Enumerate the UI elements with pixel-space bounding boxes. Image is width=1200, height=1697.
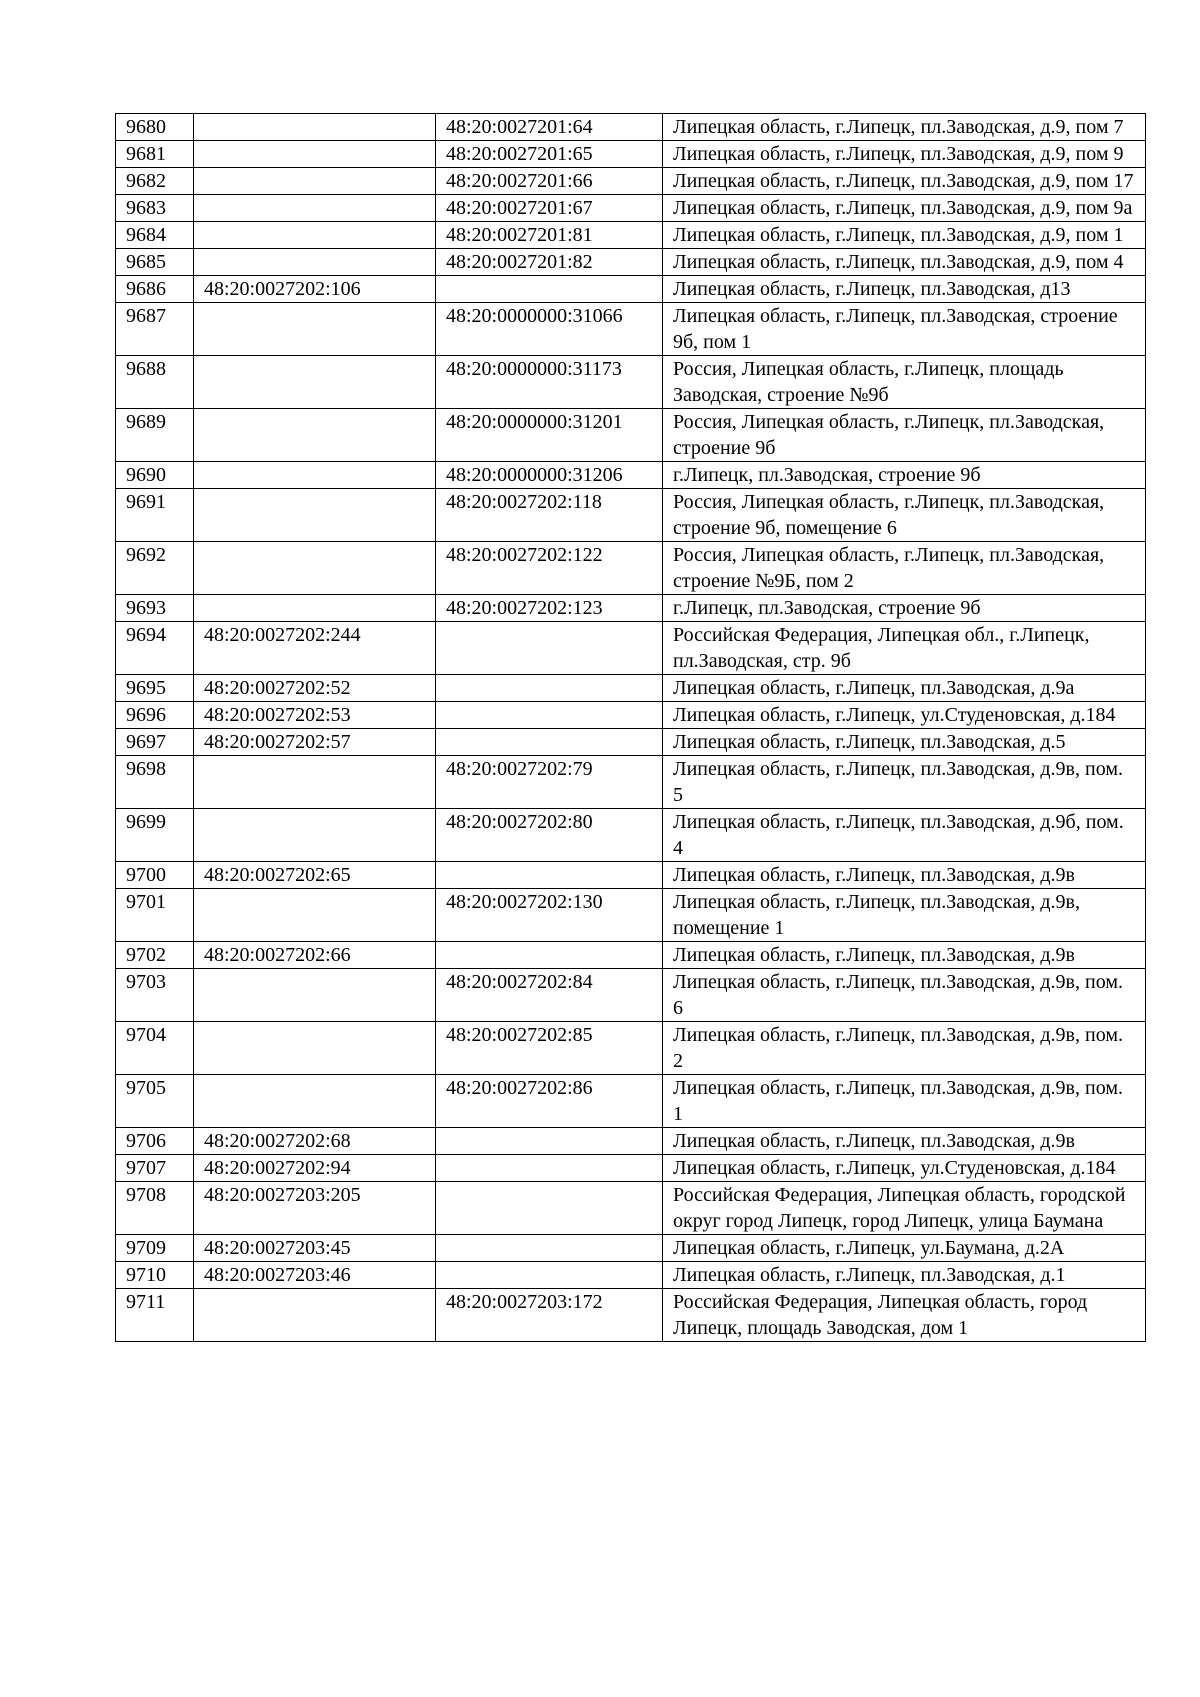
building-cadastral-number-cell: 48:20:0027201:65 — [436, 141, 663, 168]
address-cell: Липецкая область, г.Липецк, пл.Заводская, д.5 — [663, 729, 1146, 756]
address-cell: Липецкая область, г.Липецк, пл.Заводская, строение 9б, пом 1 — [663, 303, 1146, 356]
address-cell: Липецкая область, г.Липецк, пл.Заводская, д.9б, пом. 4 — [663, 809, 1146, 862]
address-cell: Россия, Липецкая область, г.Липецк, площадь Заводская, строение №9б — [663, 356, 1146, 409]
building-cadastral-number-cell: 48:20:0027201:82 — [436, 249, 663, 276]
building-cadastral-number-cell: 48:20:0027202:118 — [436, 489, 663, 542]
address-cell: Липецкая область, г.Липецк, пл.Заводская, д.9, пом 1 — [663, 222, 1146, 249]
row-number-cell: 9696 — [116, 702, 194, 729]
table-row — [116, 1262, 1146, 1289]
row-number-cell: 9707 — [116, 1155, 194, 1182]
table-row — [116, 1022, 1146, 1075]
address-cell: Липецкая область, г.Липецк, ул.Баумана, д.2А — [663, 1235, 1146, 1262]
land-cadastral-number-cell: 48:20:0027203:46 — [194, 1262, 436, 1289]
table-row — [116, 969, 1146, 1022]
land-cadastral-number-cell — [194, 595, 436, 622]
address-cell: Липецкая область, г.Липецк, пл.Заводская, д.9, пом 9а — [663, 195, 1146, 222]
row-number-cell: 9684 — [116, 222, 194, 249]
land-cadastral-number-cell — [194, 1289, 436, 1342]
table-row — [116, 222, 1146, 249]
building-cadastral-number-cell — [436, 276, 663, 303]
table-row — [116, 303, 1146, 356]
address-cell: Липецкая область, г.Липецк, пл.Заводская, д.9, пом 7 — [663, 114, 1146, 141]
row-number-cell: 9686 — [116, 276, 194, 303]
land-cadastral-number-cell — [194, 356, 436, 409]
table-row — [116, 1155, 1146, 1182]
building-cadastral-number-cell: 48:20:0027202:86 — [436, 1075, 663, 1128]
row-number-cell: 9692 — [116, 542, 194, 595]
land-cadastral-number-cell — [194, 303, 436, 356]
building-cadastral-number-cell: 48:20:0027201:81 — [436, 222, 663, 249]
table-row — [116, 1075, 1146, 1128]
row-number-cell: 9683 — [116, 195, 194, 222]
land-cadastral-number-cell: 48:20:0027202:66 — [194, 942, 436, 969]
address-cell: Липецкая область, г.Липецк, пл.Заводская, д13 — [663, 276, 1146, 303]
building-cadastral-number-cell: 48:20:0027201:64 — [436, 114, 663, 141]
land-cadastral-number-cell — [194, 1022, 436, 1075]
table-row — [116, 195, 1146, 222]
land-cadastral-number-cell — [194, 889, 436, 942]
table-row — [116, 702, 1146, 729]
table-row — [116, 276, 1146, 303]
row-number-cell: 9681 — [116, 141, 194, 168]
table-row — [116, 595, 1146, 622]
building-cadastral-number-cell — [436, 729, 663, 756]
building-cadastral-number-cell — [436, 942, 663, 969]
address-cell: Россия, Липецкая область, г.Липецк, пл.Заводская, строение 9б — [663, 409, 1146, 462]
registry-table-body — [116, 114, 1146, 1342]
table-row — [116, 809, 1146, 862]
table-row — [116, 675, 1146, 702]
building-cadastral-number-cell: 48:20:0027202:85 — [436, 1022, 663, 1075]
address-cell: Российская Федерация, Липецкая область, городской округ город Липецк, город Липецк, улица Баумана — [663, 1182, 1146, 1235]
address-cell: Российская Федерация, Липецкая обл., г.Липецк, пл.Заводская, стр. 9б — [663, 622, 1146, 675]
address-cell: г.Липецк, пл.Заводская, строение 9б — [663, 462, 1146, 489]
row-number-cell: 9694 — [116, 622, 194, 675]
address-cell: Липецкая область, г.Липецк, пл.Заводская, д.1 — [663, 1262, 1146, 1289]
address-cell: Липецкая область, г.Липецк, пл.Заводская, д.9, пом 17 — [663, 168, 1146, 195]
address-cell: Липецкая область, г.Липецк, пл.Заводская, д.9в — [663, 862, 1146, 889]
building-cadastral-number-cell: 48:20:0027201:67 — [436, 195, 663, 222]
land-cadastral-number-cell — [194, 1075, 436, 1128]
table-row — [116, 249, 1146, 276]
row-number-cell: 9703 — [116, 969, 194, 1022]
address-cell: Липецкая область, г.Липецк, пл.Заводская, д.9в, пом. 5 — [663, 756, 1146, 809]
building-cadastral-number-cell: 48:20:0000000:31173 — [436, 356, 663, 409]
land-cadastral-number-cell — [194, 969, 436, 1022]
cadastral-registry-table — [115, 113, 1146, 1342]
row-number-cell: 9701 — [116, 889, 194, 942]
land-cadastral-number-cell: 48:20:0027202:244 — [194, 622, 436, 675]
table-row — [116, 542, 1146, 595]
address-cell: Липецкая область, г.Липецк, пл.Заводская, д.9в, пом. 6 — [663, 969, 1146, 1022]
land-cadastral-number-cell — [194, 809, 436, 862]
building-cadastral-number-cell: 48:20:0027202:84 — [436, 969, 663, 1022]
land-cadastral-number-cell: 48:20:0027202:57 — [194, 729, 436, 756]
address-cell: Липецкая область, г.Липецк, пл.Заводская, д.9, пом 4 — [663, 249, 1146, 276]
row-number-cell: 9680 — [116, 114, 194, 141]
building-cadastral-number-cell: 48:20:0027203:172 — [436, 1289, 663, 1342]
row-number-cell: 9691 — [116, 489, 194, 542]
building-cadastral-number-cell — [436, 1262, 663, 1289]
row-number-cell: 9682 — [116, 168, 194, 195]
building-cadastral-number-cell — [436, 1155, 663, 1182]
land-cadastral-number-cell: 48:20:0027202:94 — [194, 1155, 436, 1182]
building-cadastral-number-cell — [436, 622, 663, 675]
building-cadastral-number-cell: 48:20:0000000:31066 — [436, 303, 663, 356]
row-number-cell: 9705 — [116, 1075, 194, 1128]
row-number-cell: 9690 — [116, 462, 194, 489]
row-number-cell: 9697 — [116, 729, 194, 756]
row-number-cell: 9709 — [116, 1235, 194, 1262]
row-number-cell: 9688 — [116, 356, 194, 409]
address-cell: Липецкая область, г.Липецк, пл.Заводская, д.9в, пом. 2 — [663, 1022, 1146, 1075]
table-row — [116, 889, 1146, 942]
table-row — [116, 942, 1146, 969]
building-cadastral-number-cell: 48:20:0000000:31201 — [436, 409, 663, 462]
land-cadastral-number-cell: 48:20:0027203:45 — [194, 1235, 436, 1262]
land-cadastral-number-cell — [194, 756, 436, 809]
land-cadastral-number-cell: 48:20:0027202:53 — [194, 702, 436, 729]
building-cadastral-number-cell: 48:20:0027202:79 — [436, 756, 663, 809]
land-cadastral-number-cell — [194, 168, 436, 195]
address-cell: Липецкая область, г.Липецк, пл.Заводская, д.9в — [663, 942, 1146, 969]
building-cadastral-number-cell: 48:20:0027202:123 — [436, 595, 663, 622]
building-cadastral-number-cell — [436, 1128, 663, 1155]
row-number-cell: 9710 — [116, 1262, 194, 1289]
table-row — [116, 1289, 1146, 1342]
address-cell: Россия, Липецкая область, г.Липецк, пл.Заводская, строение №9Б, пом 2 — [663, 542, 1146, 595]
table-row — [116, 114, 1146, 141]
row-number-cell: 9695 — [116, 675, 194, 702]
address-cell: Россия, Липецкая область, г.Липецк, пл.Заводская, строение 9б, помещение 6 — [663, 489, 1146, 542]
row-number-cell: 9702 — [116, 942, 194, 969]
building-cadastral-number-cell — [436, 1235, 663, 1262]
row-number-cell: 9704 — [116, 1022, 194, 1075]
table-row — [116, 1235, 1146, 1262]
row-number-cell: 9700 — [116, 862, 194, 889]
building-cadastral-number-cell: 48:20:0000000:31206 — [436, 462, 663, 489]
building-cadastral-number-cell — [436, 1182, 663, 1235]
land-cadastral-number-cell — [194, 542, 436, 595]
building-cadastral-number-cell — [436, 675, 663, 702]
building-cadastral-number-cell: 48:20:0027202:80 — [436, 809, 663, 862]
table-row — [116, 1128, 1146, 1155]
building-cadastral-number-cell — [436, 702, 663, 729]
address-cell: Липецкая область, г.Липецк, пл.Заводская, д.9а — [663, 675, 1146, 702]
row-number-cell: 9698 — [116, 756, 194, 809]
land-cadastral-number-cell: 48:20:0027202:65 — [194, 862, 436, 889]
land-cadastral-number-cell — [194, 489, 436, 542]
table-row — [116, 862, 1146, 889]
building-cadastral-number-cell: 48:20:0027202:122 — [436, 542, 663, 595]
row-number-cell: 9708 — [116, 1182, 194, 1235]
land-cadastral-number-cell — [194, 195, 436, 222]
table-row — [116, 168, 1146, 195]
address-cell: Липецкая область, г.Липецк, пл.Заводская, д.9в, пом. 1 — [663, 1075, 1146, 1128]
table-row — [116, 622, 1146, 675]
address-cell: Липецкая область, г.Липецк, пл.Заводская, д.9, пом 9 — [663, 141, 1146, 168]
land-cadastral-number-cell — [194, 249, 436, 276]
table-row — [116, 729, 1146, 756]
land-cadastral-number-cell — [194, 409, 436, 462]
address-cell: Липецкая область, г.Липецк, ул.Студеновская, д.184 — [663, 702, 1146, 729]
row-number-cell: 9693 — [116, 595, 194, 622]
land-cadastral-number-cell — [194, 462, 436, 489]
row-number-cell: 9687 — [116, 303, 194, 356]
land-cadastral-number-cell: 48:20:0027202:68 — [194, 1128, 436, 1155]
land-cadastral-number-cell: 48:20:0027202:106 — [194, 276, 436, 303]
land-cadastral-number-cell — [194, 141, 436, 168]
address-cell: Липецкая область, г.Липецк, пл.Заводская, д.9в, помещение 1 — [663, 889, 1146, 942]
building-cadastral-number-cell: 48:20:0027201:66 — [436, 168, 663, 195]
row-number-cell: 9711 — [116, 1289, 194, 1342]
building-cadastral-number-cell — [436, 862, 663, 889]
address-cell: Липецкая область, г.Липецк, пл.Заводская, д.9в — [663, 1128, 1146, 1155]
row-number-cell: 9699 — [116, 809, 194, 862]
table-row — [116, 409, 1146, 462]
land-cadastral-number-cell: 48:20:0027203:205 — [194, 1182, 436, 1235]
address-cell: Российская Федерация, Липецкая область, город Липецк, площадь Заводская, дом 1 — [663, 1289, 1146, 1342]
row-number-cell: 9685 — [116, 249, 194, 276]
table-row — [116, 356, 1146, 409]
building-cadastral-number-cell: 48:20:0027202:130 — [436, 889, 663, 942]
row-number-cell: 9706 — [116, 1128, 194, 1155]
row-number-cell: 9689 — [116, 409, 194, 462]
address-cell: г.Липецк, пл.Заводская, строение 9б — [663, 595, 1146, 622]
table-row — [116, 141, 1146, 168]
address-cell: Липецкая область, г.Липецк, ул.Студеновская, д.184 — [663, 1155, 1146, 1182]
table-row — [116, 462, 1146, 489]
table-row — [116, 1182, 1146, 1235]
land-cadastral-number-cell: 48:20:0027202:52 — [194, 675, 436, 702]
table-row — [116, 756, 1146, 809]
land-cadastral-number-cell — [194, 114, 436, 141]
land-cadastral-number-cell — [194, 222, 436, 249]
table-row — [116, 489, 1146, 542]
